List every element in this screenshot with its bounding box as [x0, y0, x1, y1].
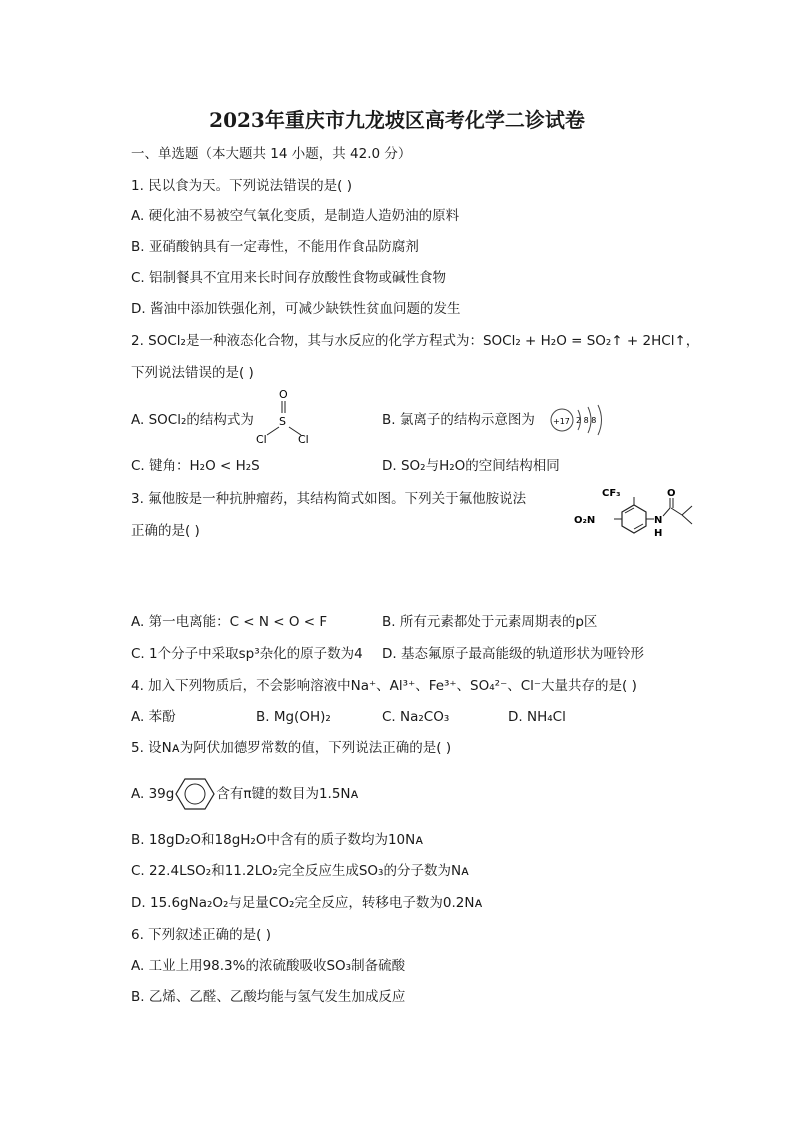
q3-option-c: C. 1个分子中采取sp³杂化的原子数为4	[131, 646, 363, 662]
q1-option-d: D. 酱油中添加铁强化剂，可减少缺铁性贫血问题的发生	[131, 301, 461, 317]
q5-option-a	[131, 775, 359, 813]
q2-stem-cont: 下列说法错误的是( )	[131, 365, 254, 381]
q3-option-a: A. 第一电离能：C < N < O < F	[131, 614, 328, 630]
ion-nucleus-label: +17	[553, 417, 570, 426]
q6-stem: 6. 下列叙述正确的是( )	[131, 927, 271, 943]
q6-option-b: B. 乙烯、乙醛、乙酸均能与氢气发生加成反应	[131, 989, 406, 1005]
q2-option-b: B. 氯离子的结构示意图为	[382, 412, 535, 428]
q5-option-a-prefix: A. 39g	[131, 786, 175, 802]
flutamide-structure-figure	[572, 482, 700, 546]
no2-label: O₂N	[574, 515, 596, 526]
amide-h-label: H	[654, 528, 663, 539]
section-heading: 一、单选题（本大题共 14 小题，共 42.0 分）	[131, 146, 412, 162]
q2-stem: 2. SOCl₂是一种液态化合物，其与水反应的化学方程式为：SOCl₂ + H₂O = SO₂↑ + 2HCl↑，	[131, 333, 700, 349]
q1-option-a: A. 硬化油不易被空气氧化变质，是制造人造奶油的原料	[131, 208, 460, 224]
q4-stem: 4. 加入下列物质后，不会影响溶液中Na⁺、Al³⁺、Fe³⁺、SO₄²⁻、Cl⁻大量共存的是( )	[131, 678, 637, 694]
socl2-cl-atom-2: Cl	[298, 433, 309, 445]
q3-stem-cont: 正确的是( )	[131, 523, 200, 539]
q4-option-a: A. 苯酚	[131, 709, 176, 725]
q3-option-b: B. 所有元素都处于元素周期表的p区	[382, 614, 598, 630]
carbonyl-o-label: O	[667, 488, 676, 499]
benzene-ring-icon	[174, 775, 216, 813]
q1-stem: 1. 民以食为天。下列说法错误的是( )	[131, 178, 352, 194]
q1-option-c: C. 铝制餐具不宜用来长时间存放酸性食物或碱性食物	[131, 270, 447, 286]
q5-option-b: B. 18gD₂O和18gH₂O中含有的质子数均为10Nᴀ	[131, 832, 424, 848]
q5-option-a-suffix: 含有π键的数目为1.5Nᴀ	[216, 786, 359, 802]
amide-n-label: N	[654, 515, 663, 526]
q1-option-b: B. 亚硝酸钠具有一定毒性，不能用作食品防腐剂	[131, 239, 419, 255]
q2-option-a: A. SOCl₂的结构式为	[131, 412, 254, 428]
ion-shells-label: 2 8 8	[576, 416, 597, 425]
cf3-label: CF₃	[602, 488, 621, 499]
q5-option-c: C. 22.4LSO₂和11.2LO₂完全反应生成SO₃的分子数为Nᴀ	[131, 863, 470, 879]
q2-option-c: C. 键角：H₂O < H₂S	[131, 458, 260, 474]
q3-option-d: D. 基态氟原子最高能级的轨道形状为哑铃形	[382, 646, 644, 662]
socl2-cl-atom-1: Cl	[256, 433, 267, 445]
q6-option-a: A. 工业上用98.3%的浓硫酸吸收SO₃制备硫酸	[131, 958, 406, 974]
q4-option-c: C. Na₂CO₃	[382, 709, 450, 725]
q2-option-d: D. SO₂与H₂O的空间结构相同	[382, 458, 560, 474]
q3-stem: 3. 氟他胺是一种抗肿瘤药，其结构简式如图。下列关于氟他胺说法	[131, 491, 527, 507]
q5-stem: 5. 设Nᴀ为阿伏加德罗常数的值，下列说法正确的是( )	[131, 740, 452, 756]
socl2-structure-figure	[252, 385, 322, 445]
q4-option-b: B. Mg(OH)₂	[256, 709, 331, 725]
q4-option-d: D. NH₄Cl	[508, 709, 566, 725]
socl2-s-atom: S	[279, 415, 286, 428]
exam-title: 2023年重庆市九龙坡区高考化学二诊试卷	[209, 108, 585, 132]
socl2-o-atom: O	[279, 388, 288, 401]
q5-option-d: D. 15.6gNa₂O₂与足量CO₂完全反应，转移电子数为0.2Nᴀ	[131, 895, 483, 911]
chloride-ion-diagram	[548, 402, 608, 438]
